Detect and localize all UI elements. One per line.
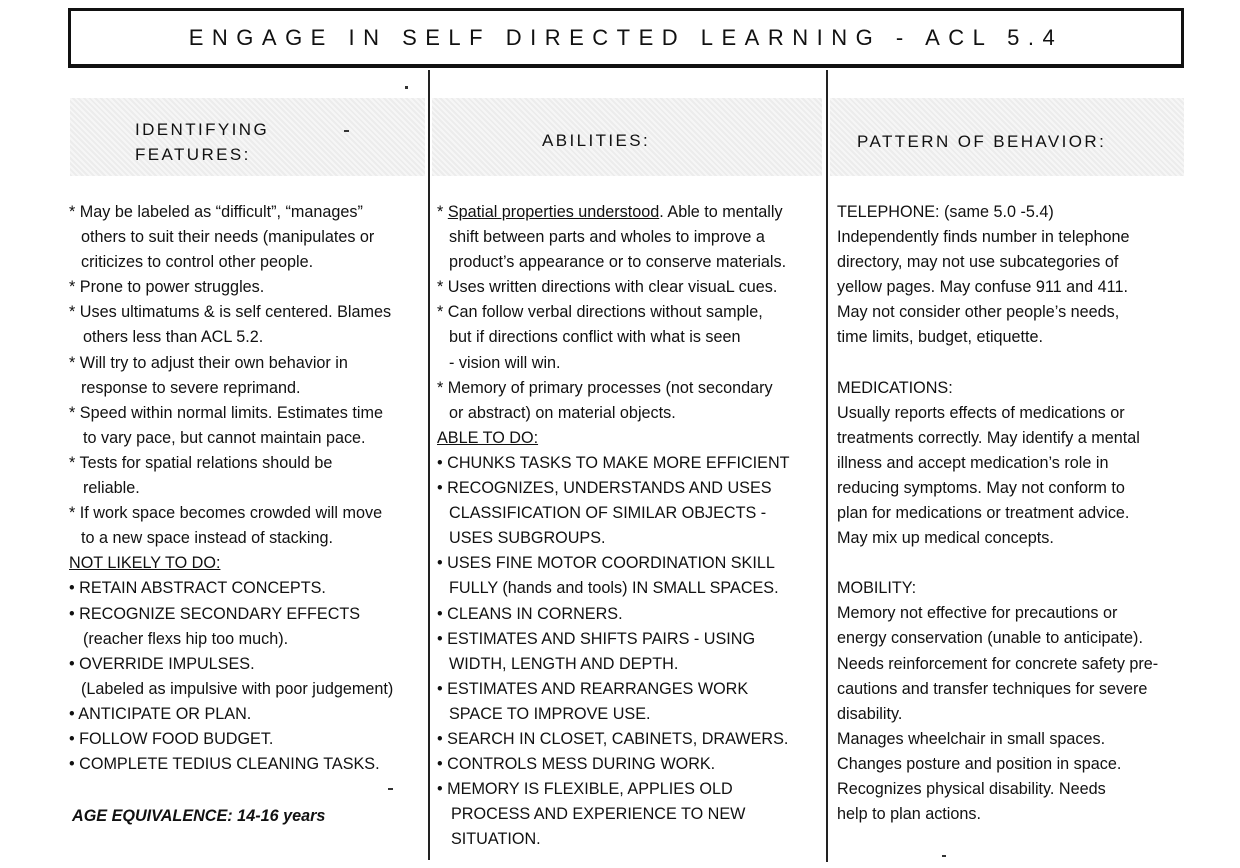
feature-line: * Prone to power struggles.	[69, 278, 265, 297]
telephone-line: yellow pages. May confuse 911 and 411.	[837, 278, 1128, 297]
feature-line: * Tests for spatial relations should be	[69, 453, 333, 472]
scan-speck	[942, 855, 946, 857]
not-likely-item: (reacher flexs hip too much).	[83, 629, 289, 648]
page-title: ENGAGE IN SELF DIRECTED LEARNING - ACL 5.4	[188, 24, 1064, 50]
able-item: • ESTIMATES AND SHIFTS PAIRS - USING	[437, 629, 756, 648]
scan-speck	[388, 788, 393, 790]
able-item: • USES FINE MOTOR COORDINATION SKILL	[437, 554, 775, 573]
able-item: • RECOGNIZES, UNDERSTANDS AND USES	[437, 479, 772, 498]
not-likely-item: • FOLLOW FOOD BUDGET.	[69, 729, 274, 748]
spatial-properties-text: Spatial properties understood	[447, 203, 660, 221]
feature-line: * Uses ultimatums & is self centered. Blames	[69, 303, 392, 322]
feature-line: * Speed within normal limits. Estimates time	[69, 403, 383, 422]
mobility-line: Memory not effective for precautions or	[837, 604, 1118, 623]
able-item: • CHUNKS TASKS TO MAKE MORE EFFICIENT	[437, 453, 790, 472]
mobility-line: help to plan actions.	[837, 805, 981, 824]
mobility-line: Manages wheelchair in small spaces.	[837, 729, 1106, 748]
scan-speck	[344, 130, 349, 132]
medications-line: May mix up medical concepts.	[837, 529, 1054, 548]
medications-line: plan for medications or treatment advice.	[837, 504, 1130, 523]
medications-line: illness and accept medication’s role in	[837, 453, 1109, 472]
feature-line: * If work space becomes crowded will move	[69, 504, 383, 523]
feature-line: others to suit their needs (manipulates or	[81, 228, 375, 247]
header-pattern: PATTERN OF BEHAVIOR:	[857, 132, 1107, 151]
not-likely-item: • ANTICIPATE OR PLAN.	[69, 704, 252, 723]
not-likely-item: • RECOGNIZE SECONDARY EFFECTS	[69, 604, 361, 623]
ability-line: or abstract) on material objects.	[449, 403, 676, 422]
identifying-features-column	[69, 200, 393, 777]
feature-line: to a new space instead of stacking.	[81, 529, 333, 548]
mobility-line: disability.	[837, 704, 903, 723]
column-divider-right	[826, 70, 828, 862]
mobility-line: Changes posture and position in space.	[837, 754, 1122, 773]
able-item: • CLEANS IN CORNERS.	[437, 604, 623, 623]
not-likely-item: • RETAIN ABSTRACT CONCEPTS.	[69, 579, 326, 598]
abilities-column	[437, 200, 790, 852]
medications-heading: MEDICATIONS:	[837, 378, 953, 397]
title-box	[68, 8, 1184, 68]
telephone-line: directory, may not use subcategories of	[837, 253, 1119, 272]
feature-line: reliable.	[83, 479, 140, 498]
telephone-line: Independently finds number in telephone	[837, 228, 1130, 247]
telephone-line: May not consider other people’s needs,	[837, 303, 1120, 322]
able-item: • SEARCH IN CLOSET, CABINETS, DRAWERS.	[437, 729, 789, 748]
pattern-column	[837, 200, 1158, 827]
medications-line: Usually reports effects of medications or	[837, 403, 1125, 422]
able-item: • MEMORY IS FLEXIBLE, APPLIES OLD	[437, 780, 733, 799]
medications-line: treatments correctly. May identify a mental	[837, 428, 1140, 447]
able-item: CLASSIFICATION OF SIMILAR OBJECTS -	[449, 504, 767, 523]
feature-line: to vary pace, but cannot maintain pace.	[83, 428, 366, 447]
feature-line: others less than ACL 5.2.	[83, 328, 264, 347]
ability-line: * Can follow verbal directions without sample,	[437, 303, 763, 322]
ability-line: product’s appearance or to conserve materials.	[449, 253, 787, 272]
header-identifying-line2: FEATURES:	[135, 145, 251, 164]
ability-line: but if directions conflict with what is seen	[449, 328, 741, 347]
not-likely-item: • OVERRIDE IMPULSES.	[69, 654, 255, 673]
feature-line: response to severe reprimand.	[81, 378, 301, 397]
scan-speck	[405, 86, 408, 89]
mobility-line: Needs reinforcement for concrete safety pre-	[837, 654, 1159, 673]
header-abilities: ABILITIES:	[542, 131, 651, 150]
mobility-line: Recognizes physical disability. Needs	[837, 779, 1106, 798]
mobility-line: energy conservation (unable to anticipate).	[837, 629, 1143, 648]
ability-line: * Spatial properties understood. Able to mentally	[437, 203, 783, 221]
header-identifying	[135, 117, 269, 167]
able-item: • CONTROLS MESS DURING WORK.	[437, 755, 716, 774]
section-gap	[837, 551, 1158, 576]
mobility-line: cautions and transfer techniques for severe	[837, 679, 1148, 698]
ability-line: - vision will win.	[449, 353, 561, 372]
ability-line: * Uses written directions with clear visuaL cues.	[437, 278, 778, 297]
able-item: USES SUBGROUPS.	[449, 529, 606, 548]
mobility-heading: MOBILITY:	[837, 579, 917, 598]
medications-line: reducing symptoms. May not conform to	[837, 478, 1125, 497]
able-item: SITUATION.	[451, 830, 541, 849]
telephone-line: time limits, budget, etiquette.	[837, 328, 1044, 347]
able-item: • ESTIMATES AND REARRANGES WORK	[437, 679, 749, 698]
column-divider-left	[428, 70, 430, 860]
feature-line: criticizes to control other people.	[81, 253, 314, 272]
feature-line: * Will try to adjust their own behavior in	[69, 353, 348, 372]
not-likely-item: (Labeled as impulsive with poor judgement)	[81, 679, 394, 698]
ability-line: shift between parts and wholes to improve a	[449, 228, 765, 247]
section-gap	[837, 351, 1158, 376]
not-likely-heading: NOT LIKELY TO DO:	[69, 554, 221, 573]
telephone-heading: TELEPHONE: (same 5.0 -5.4)	[837, 203, 1054, 221]
able-item: SPACE TO IMPROVE USE.	[449, 704, 651, 723]
ability-line: * Memory of primary processes (not secondary	[437, 378, 773, 397]
age-equivalence: AGE EQUIVALENCE: 14-16 years	[72, 807, 326, 825]
able-to-do-heading: ABLE TO DO:	[437, 428, 539, 447]
able-item: PROCESS AND EXPERIENCE TO NEW	[451, 805, 746, 824]
able-item: WIDTH, LENGTH AND DEPTH.	[449, 654, 679, 673]
feature-line: * May be labeled as “difficult”, “manages”	[69, 203, 363, 221]
able-item: FULLY (hands and tools) IN SMALL SPACES.	[449, 579, 779, 598]
header-identifying-line1: IDENTIFYING	[135, 120, 270, 139]
not-likely-item: • COMPLETE TEDIUS CLEANING TASKS.	[69, 755, 380, 774]
